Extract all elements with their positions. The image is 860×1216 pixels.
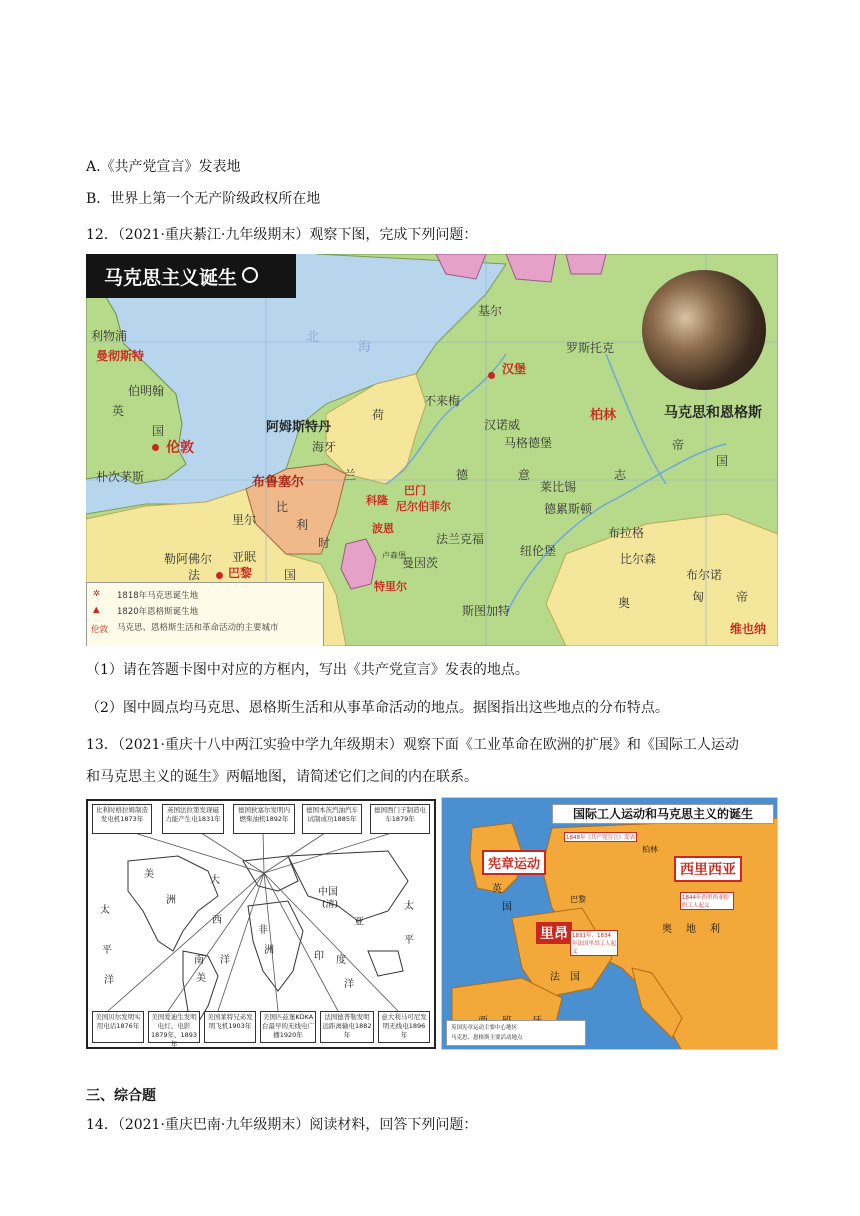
- label-cologne: 科隆: [366, 494, 388, 507]
- label-france-fa: 法: [188, 568, 201, 582]
- map1-title-box: [86, 254, 296, 298]
- map1-title: 马克思主义诞生: [104, 267, 238, 289]
- map3-guo2: 国: [570, 972, 580, 983]
- legend-1: 1818年马克思诞生地: [117, 591, 199, 601]
- marx-engels-portrait: [642, 270, 766, 390]
- circle-icon: [242, 267, 258, 283]
- map3-fa: 法: [550, 972, 560, 983]
- map3-legend-1: 英国宪章运动主要中心地区: [451, 1025, 518, 1031]
- label-germany-di: 帝: [672, 438, 685, 452]
- map3-li: 利: [710, 924, 720, 935]
- map3-paris: 巴黎: [570, 895, 586, 904]
- map2-zhou: 洲: [166, 895, 176, 906]
- map3-di: 地: [686, 924, 696, 935]
- label-hamburg: 汉堡: [502, 362, 527, 376]
- label-austria-xiong: 匈: [692, 590, 705, 604]
- label-britain-ying: 英: [112, 404, 125, 418]
- label-brussels: 布鲁塞尔: [252, 475, 305, 490]
- label-north: 北: [306, 330, 320, 345]
- map3-legend: [446, 1020, 586, 1046]
- map-marx-birth: [86, 254, 778, 646]
- question-13-line-1: 13．（2021·重庆十八中两江实验中学九年级期末）观察下面《工业革命在欧洲的扩展》和《国际工人运动: [86, 737, 739, 753]
- label-leipzig: 莱比锡: [540, 480, 577, 494]
- note-lyon: 1831年、1834年法国里昂工人起义: [570, 930, 618, 956]
- label-prague: 布拉格: [608, 526, 645, 540]
- map2-ping: 平: [102, 945, 112, 956]
- label-germany-zhi: 志: [614, 468, 627, 482]
- box-wright: 美国莱特兄弟发明飞机1903年: [204, 1011, 256, 1043]
- legend-2: 1820年恩格斯诞生地: [117, 607, 199, 617]
- box-edison: 美国爱迪生发明电灯、电影1879年、1893年: [148, 1011, 200, 1043]
- box-faraday: 英国法拉第发现磁力能产生电1831年: [162, 804, 224, 834]
- map3-guo: 国: [502, 902, 512, 913]
- paris-dot: [216, 572, 223, 579]
- label-magdeburg: 马格德堡: [504, 436, 553, 450]
- label-bonn: 波恩: [372, 522, 394, 535]
- map2-zhongguo: 中国: [318, 887, 338, 898]
- question-12-part-1: （1）请在答题卡图中对应的方框内，写出《共产党宣言》发表的地点。: [86, 662, 529, 678]
- label-france-guo: 国: [284, 568, 297, 582]
- label-belgium-li: 利: [296, 518, 309, 532]
- map2-tai: 太: [100, 905, 110, 916]
- label-frankfurt: 法兰克福: [436, 532, 485, 546]
- question-12: 12．（2021·重庆綦江·九年级期末）观察下图，完成下列问题：: [86, 227, 478, 243]
- label-amsterdam: 阿姆斯特丹: [266, 420, 332, 435]
- label-germany-guo: 国: [716, 454, 729, 468]
- star-icon: ✲: [93, 589, 101, 599]
- map2-da: 大: [210, 875, 220, 886]
- label-nuremberg: 纽伦堡: [520, 544, 557, 558]
- option-b: B．世界上第一个无产阶级政权所在地: [86, 191, 321, 207]
- legend-city-sample: 伦敦: [91, 625, 109, 635]
- map-workers-movement: [441, 797, 778, 1050]
- label-trier: 特里尔: [374, 580, 407, 593]
- label-dresden: 德累斯顿: [544, 502, 593, 516]
- hamburg-dot: [488, 372, 495, 379]
- triangle-icon: ▲: [93, 605, 100, 615]
- map2-xi: 西: [212, 915, 222, 926]
- option-a: A.《共产党宣言》发表地: [86, 159, 241, 175]
- label-pilsen: 比尔森: [620, 552, 657, 566]
- map2-qing: (清): [322, 900, 339, 910]
- label-berlin: 柏林: [590, 408, 617, 423]
- box-diesel: 德国狄塞尔发明内燃柴油机1892年: [233, 804, 295, 834]
- label-birmingham: 伯明翰: [128, 384, 165, 398]
- question-13-line-2: 和马克思主义的诞生》两幅地图，请简述它们之间的内在联系。: [86, 769, 478, 785]
- label-london: 伦敦: [166, 440, 194, 456]
- label-sea: 海: [358, 340, 372, 355]
- label-hanover: 汉诺威: [484, 418, 521, 432]
- box-gramme: 比利时格拉姆制造发电机1873年: [92, 804, 152, 834]
- label-bremen: 不来梅: [424, 394, 461, 408]
- label-belgium-bi: 比: [276, 500, 289, 514]
- label-netherlands-lan: 兰: [344, 468, 357, 482]
- label-germany-de: 德: [456, 468, 469, 482]
- box-benz: 德国本茨汽油汽车试制成功1885年: [302, 804, 362, 834]
- chartism-label: 宪章运动: [482, 850, 546, 875]
- map2-yin: 印: [314, 951, 324, 962]
- box-siemens: 德国西门子制造电车1879年: [370, 804, 430, 834]
- map1-legend: [86, 582, 324, 646]
- box-marconi: 意大利马可尼发明无线电1896年: [378, 1011, 430, 1043]
- label-austria-ao: 奥: [618, 596, 631, 610]
- label-kiel: 基尔: [478, 304, 503, 318]
- question-12-part-2: （2）图中圆点均马克思、恩格斯生活和从事革命活动的地点。据图指出这些地点的分布特点。: [86, 700, 669, 716]
- silesia-label: 西里西亚: [674, 856, 742, 882]
- label-germany-yi: 意: [518, 468, 531, 482]
- note-silesia: 1844年西里西亚纺织工人起义: [680, 892, 734, 910]
- label-liverpool: 利物浦: [91, 329, 128, 343]
- label-havre: 勒阿佛尔: [164, 552, 213, 566]
- label-barmen: 巴门: [404, 484, 426, 497]
- label-rostock: 罗斯托克: [566, 341, 615, 355]
- label-netherlands-he: 荷: [372, 408, 385, 422]
- legend-3: 马克思、恩格斯生活和革命活动的主要城市: [117, 623, 279, 633]
- section-3-heading: 三、综合题: [86, 1088, 156, 1104]
- map2-ping2: 平: [404, 935, 414, 946]
- map3-legend-2: 马克思、恩格斯主要活动地点: [451, 1035, 523, 1041]
- map2-du: 度: [336, 955, 346, 966]
- label-mannheim: 曼因茨: [402, 556, 439, 570]
- label-vienna: 维也纳: [730, 622, 767, 636]
- label-paris: 巴黎: [228, 566, 253, 580]
- label-elberfeld: 尼尔伯菲尔: [396, 500, 451, 513]
- box-kdka: 美国匹兹堡KDKA台最早的无线电广播1920年: [260, 1011, 316, 1043]
- label-manchester: 曼彻斯特: [96, 349, 145, 363]
- label-britain-guo: 国: [152, 424, 165, 438]
- map2-tai2: 太: [404, 901, 414, 912]
- label-portsmouth: 朴次茅斯: [96, 470, 145, 484]
- map2-mei: 美: [144, 869, 154, 880]
- note-manifesto: 1848年《共产党宣言》发表: [564, 832, 637, 842]
- map3-title: 国际工人运动和马克思主义的诞生: [552, 804, 774, 824]
- label-brno: 布尔诺: [686, 568, 723, 582]
- label-belgium-shi: 时: [318, 536, 331, 550]
- box-bell: 美国贝尔发明实用电话1876年: [92, 1011, 144, 1043]
- label-luxembourg: 卢森堡: [382, 551, 406, 560]
- map3-ying: 英: [492, 884, 502, 895]
- label-hague: 海牙: [312, 440, 337, 454]
- question-14: 14．（2021·重庆巴南·九年级期末）阅读材料，回答下列问题：: [86, 1117, 478, 1133]
- label-amiens: 亚眠: [232, 550, 257, 564]
- portrait-caption: 马克思和恩格斯: [664, 405, 762, 421]
- map-industrial-revolution: [86, 799, 436, 1049]
- label-lille: 里尔: [232, 513, 257, 527]
- box-deprez: 法国德普勒发明远距离输电1882年: [320, 1011, 374, 1043]
- map2-yang3: 洋: [344, 979, 354, 990]
- map2-mei2: 美: [196, 973, 206, 984]
- map2-yang: 洋: [220, 955, 230, 966]
- map2-zhou2: 洲: [264, 945, 274, 956]
- map2-ya: 亚: [354, 917, 364, 928]
- map2-nan: 南: [194, 955, 204, 966]
- map2-yang2: 洋: [104, 975, 114, 986]
- london-dot: [152, 444, 159, 451]
- label-austria-di: 帝: [736, 590, 749, 604]
- map3-ao: 奥: [662, 924, 672, 935]
- label-stuttgart: 斯图加特: [462, 604, 511, 618]
- map3-berlin: 柏林: [642, 845, 658, 854]
- map2-fei: 非: [258, 925, 268, 936]
- lyon-label: 里昂: [536, 922, 572, 944]
